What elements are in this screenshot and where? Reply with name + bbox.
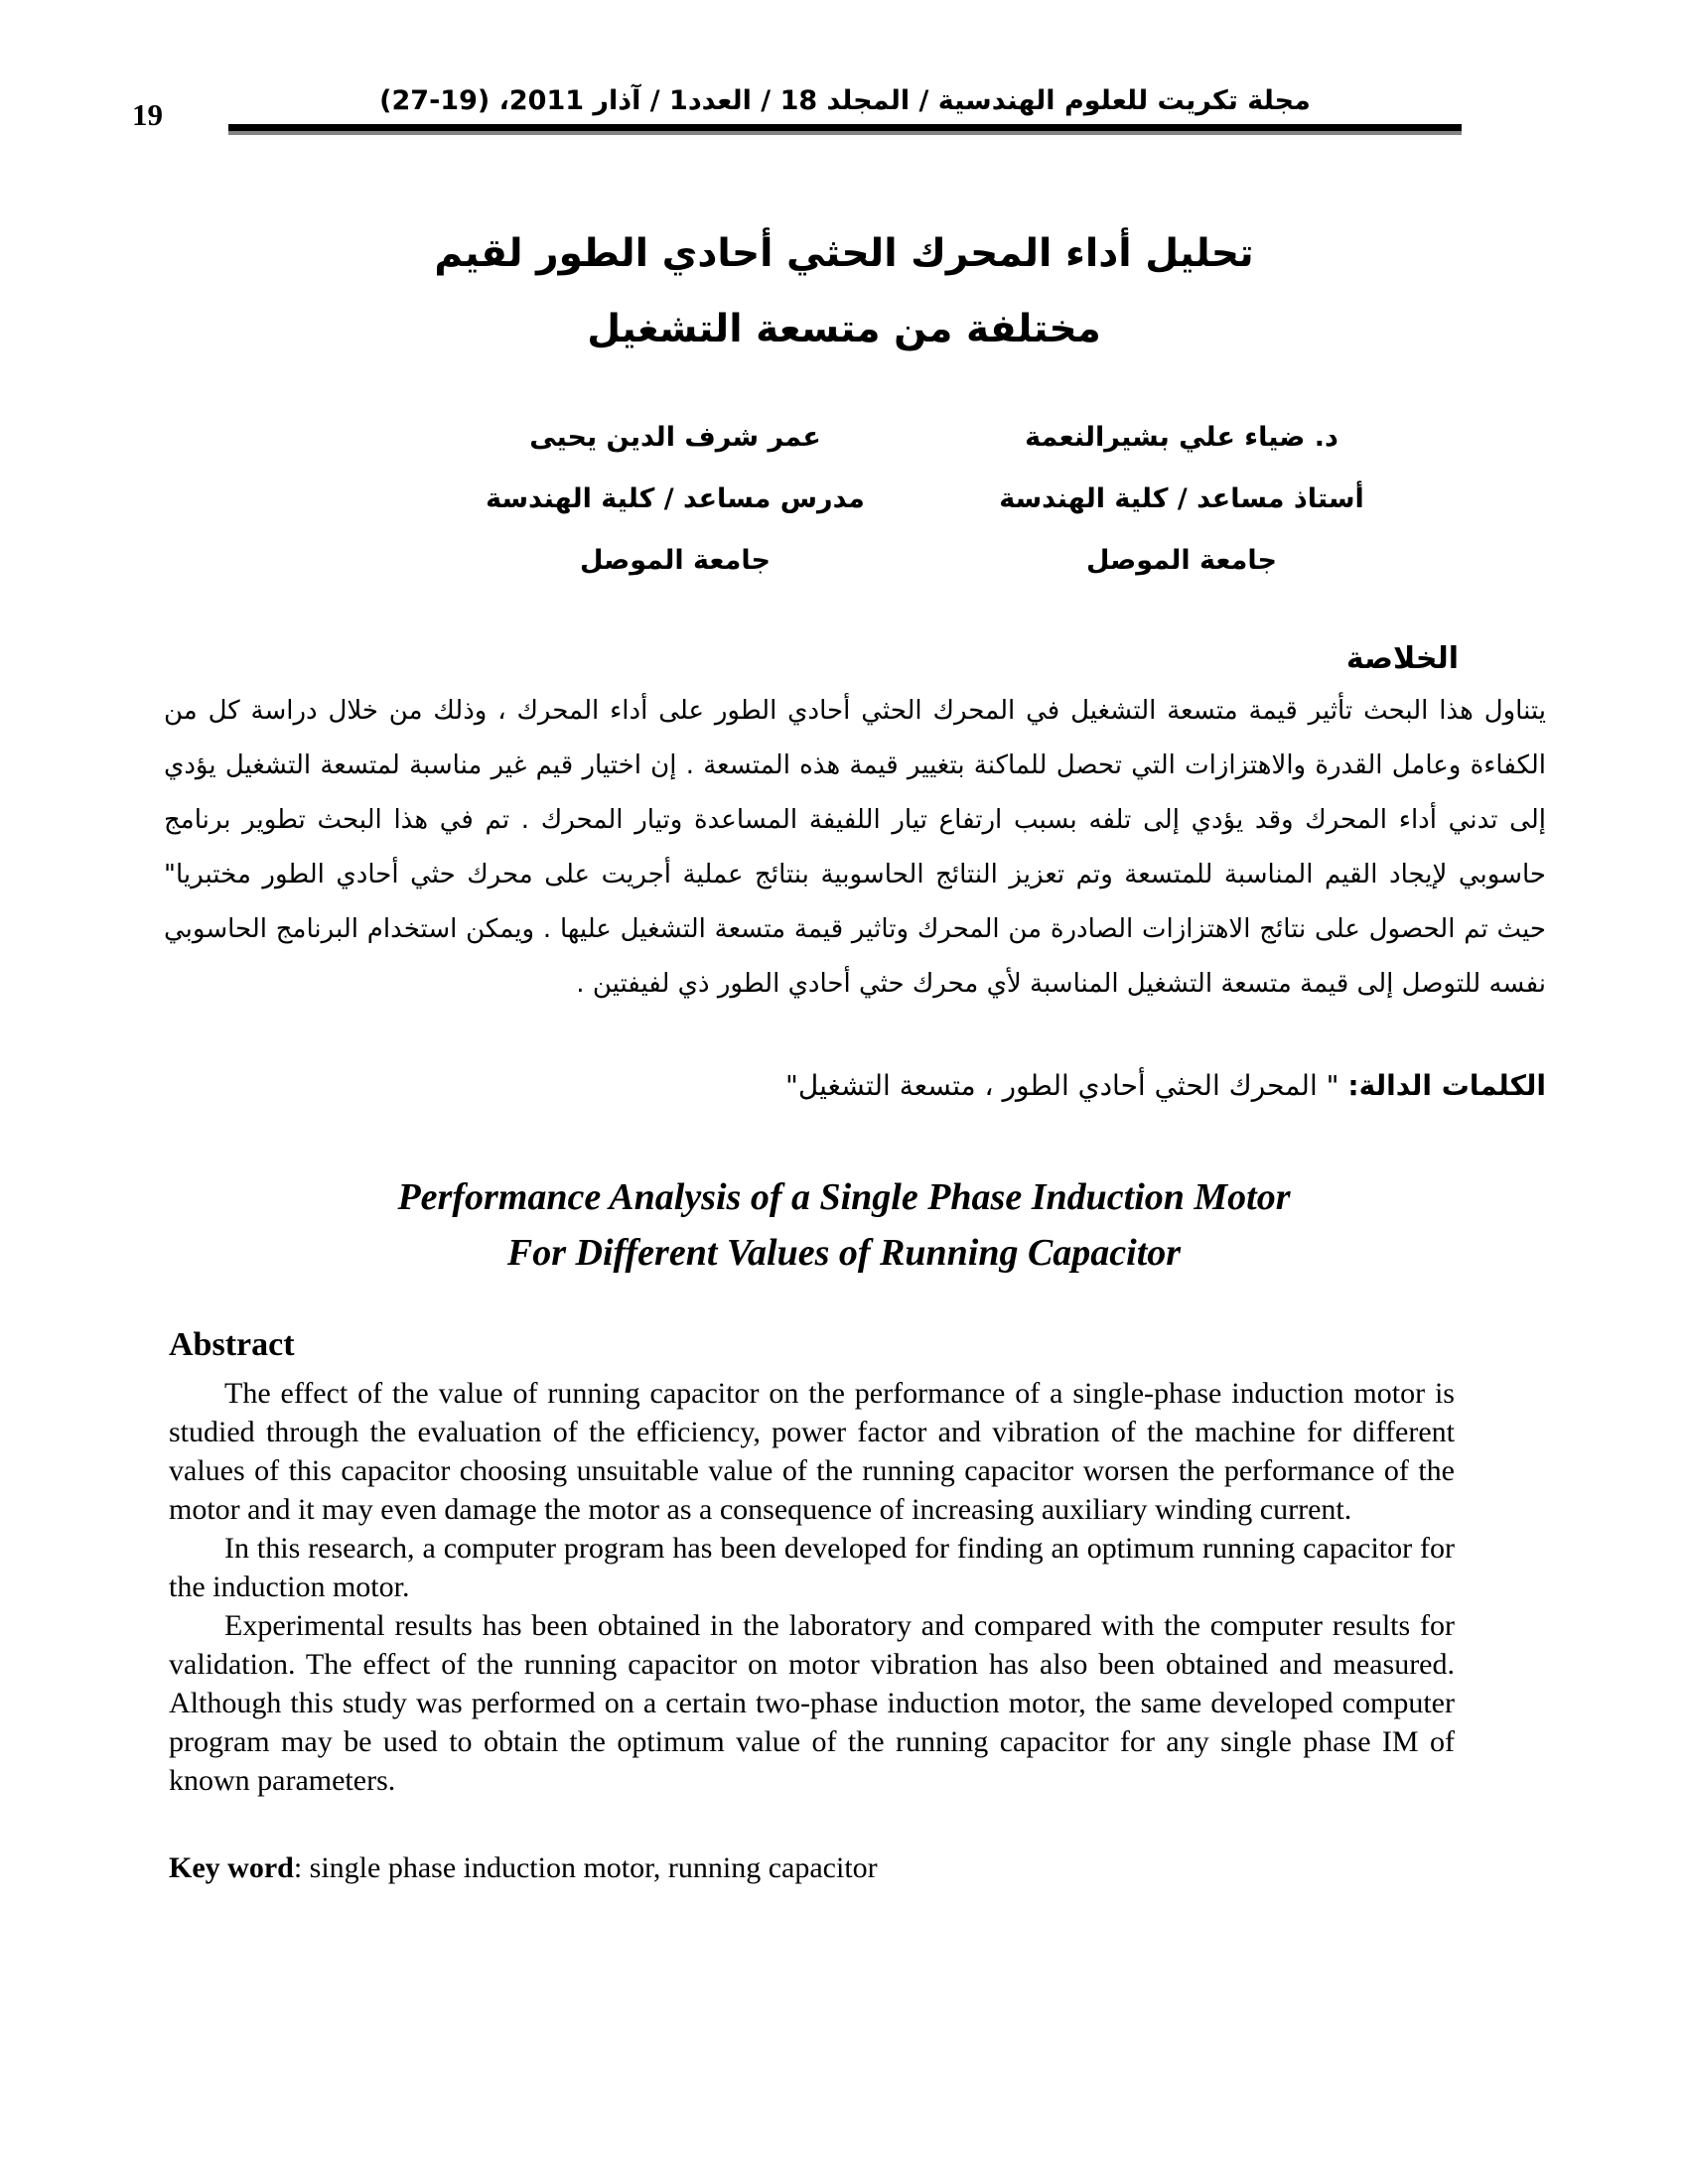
english-keyword-label: Key word	[169, 1851, 294, 1884]
author-position: أستاذ مساعد / كلية الهندسة	[999, 483, 1364, 514]
arabic-title	[0, 216, 1688, 367]
english-abstract-paragraph-2: In this research, a computer program has been developed for finding an optimum running capacitor for the induction motor.	[169, 1532, 1455, 1603]
arabic-keywords-text: " المحرك الحثي أحادي الطور ، متسعة التشغيل"	[785, 1069, 1348, 1102]
page-number: 19	[132, 97, 163, 132]
english-title-line-1: Performance Analysis of a Single Phase Induction Motor	[397, 1176, 1291, 1218]
english-abstract-paragraph-1: The effect of the value of running capacitor on the performance of a single-phase induction motor is studied through the evaluation of the efficiency, power factor and vibration of the machine for different values of this capacitor choosing unsuitable value of the running capacitor worsen the performance of the motor and it may even damage the motor as a consequence of increasing auxiliary winding current.	[169, 1377, 1455, 1526]
arabic-keywords-label: الكلمات الدالة:	[1347, 1069, 1546, 1102]
author-card-1	[928, 407, 1435, 592]
english-title	[129, 1169, 1559, 1281]
authors-block	[0, 407, 1688, 592]
english-abstract-heading: Abstract	[169, 1326, 295, 1363]
arabic-title-line-2: مختلفة من متسعة التشغيل	[587, 307, 1101, 351]
author-name: عمر شرف الدين يحيى	[529, 422, 821, 453]
author-position: مدرس مساعد / كلية الهندسة	[486, 483, 865, 514]
author-card-2	[422, 407, 928, 592]
author-affiliation: جامعة الموصل	[580, 545, 771, 576]
arabic-keywords-line	[164, 1069, 1546, 1102]
arabic-abstract-heading: الخلاصة	[1345, 641, 1459, 676]
english-abstract-paragraph-3: Experimental results has been obtained in the laboratory and compared with the computer results for validation. The effect of the running capacitor on motor vibration has also been obtained and measured. Although this study was performed on a certain two-phase induction motor, the same developed computer program may be used to obtain the optimum value of the running capacitor for any single phase IM of known parameters.	[169, 1609, 1455, 1797]
arabic-title-line-1: تحليل أداء المحرك الحثي أحادي الطور لقيم	[434, 231, 1254, 276]
page-header	[228, 0, 1462, 131]
arabic-abstract-section	[164, 641, 1546, 1102]
english-abstract-section	[169, 1326, 1455, 1885]
author-name: د. ضياء علي بشيرالنعمة	[1025, 422, 1338, 453]
header-divider-rule	[228, 124, 1462, 131]
arabic-abstract-text: يتناول هذا البحث تأثير قيمة متسعة التشغيل في المحرك الحثي أحادي الطور على أداء المحرك ، وذلك من خلال دراسة كل من الكفاءة وعامل القدرة والاهتزازات التي تحصل للماكنة بتغيير قيمة هذه المتسعة . إن اختيار قيم غير مناسبة لمتسعة التشغيل يؤدي إلى تدني أداء المحرك وقد يؤدي إلى تلفه بسبب ارتفاع تيار اللفيفة المساعدة وتيار المحرك . تم في هذا البحث تطوير برنامج حاسوبي لإيجاد القيم المناسبة للمتسعة وتم تعزيز النتائج الحاسوبية بنتائج عملية أجريت على محرك حثي أحادي الطور مختبريا" حيث تم الحصول على نتائج الاهتزازات الصادرة من المحرك وتاثير قيمة متسعة التشغيل عليها . ويمكن استخدام البرنامج الحاسوبي نفسه للتوصل إلى قيمة متسعة التشغيل المناسبة لأي محرك حثي أحادي الطور ذي لفيفتين .	[164, 696, 1546, 999]
english-title-line-2: For Different Values of Running Capacitor	[506, 1232, 1182, 1274]
english-keyword-line	[169, 1851, 1455, 1885]
english-keyword-text: : single phase induction motor, running capacitor	[293, 1851, 878, 1884]
journal-header-text: مجلة تكريت للعلوم الهندسية / المجلد 18 / العدد1 / آذار 2011، (19-27)	[379, 85, 1311, 116]
author-affiliation: جامعة الموصل	[1086, 545, 1277, 576]
